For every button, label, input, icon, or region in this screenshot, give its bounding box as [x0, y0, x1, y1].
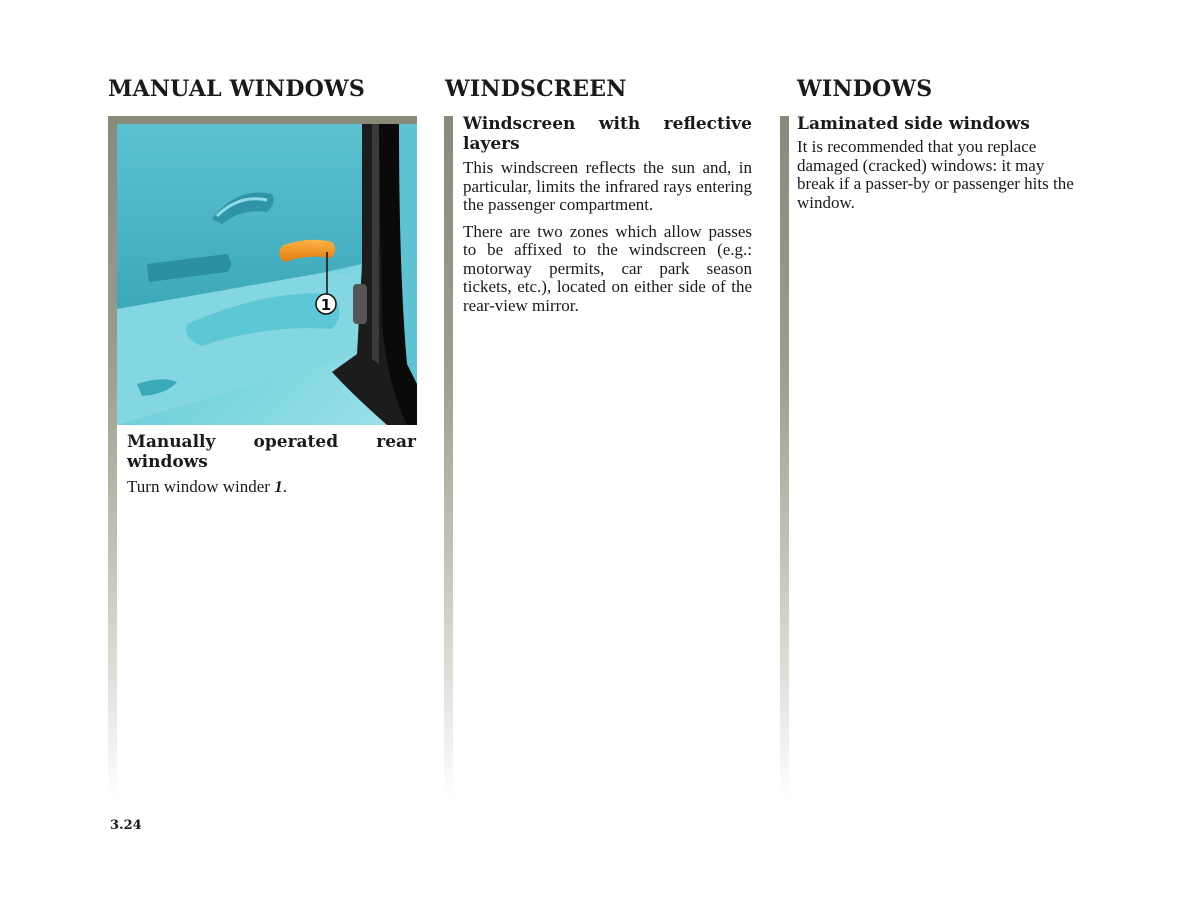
page-number: 3.24	[110, 818, 142, 833]
windscreen-para-1: This windscreen reflects the sun and, in particular, limits the infrared rays entering the passenger compartment.	[463, 158, 752, 214]
sidebar-bar-3	[780, 116, 789, 801]
door-panel-photo	[117, 124, 417, 425]
heading-manual-windows: MANUAL WINDOWS	[108, 76, 365, 102]
winder-ref: 1	[274, 477, 283, 496]
windscreen-body	[463, 114, 752, 323]
instruction-text-end: .	[282, 477, 287, 496]
subheading-manual-rear: Manually operated rear windows	[127, 432, 416, 472]
heading-windows: WINDOWS	[797, 76, 933, 102]
sidebar-bar-1	[108, 116, 117, 801]
subheading-windscreen: Windscreen with reflective layers	[463, 114, 752, 154]
instruction-text	[127, 478, 416, 497]
manual-windows-body	[127, 432, 416, 505]
figure-top-bar	[108, 116, 417, 124]
instruction-text-start: Turn window winder	[127, 477, 275, 496]
windows-body	[797, 114, 1086, 220]
sidebar-bar-2	[444, 116, 453, 801]
heading-windscreen: WINDSCREEN	[445, 76, 627, 102]
windscreen-para-2: There are two zones which allow passes to be affixed to the windscreen (e.g.: motorway permits, car park season tickets, etc.), located on either side of the rear-view mirror.	[463, 221, 752, 315]
windows-para-1: It is recommended that you replace damaged (cracked) windows: it may break if a passer-by or passenger hits the window.	[797, 137, 1074, 212]
subheading-laminated: Laminated side windows	[797, 114, 1030, 134]
callout-1-label: 1	[320, 296, 332, 314]
